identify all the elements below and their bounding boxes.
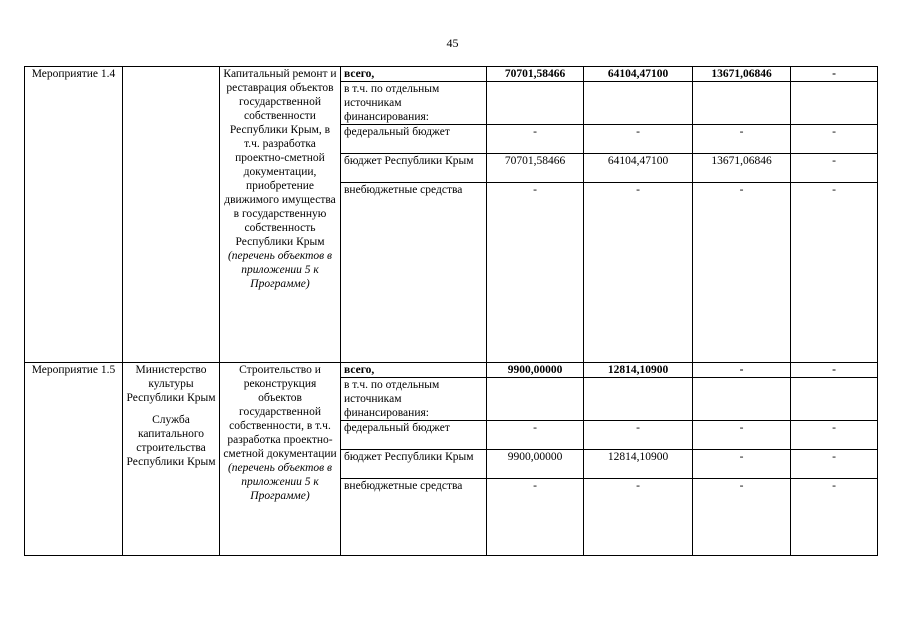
value-cell: -: [584, 479, 693, 556]
description-note: (перечень объектов в приложении 5 к Программе): [227, 462, 333, 502]
page-number: 45: [446, 36, 459, 50]
value-cell: 9900,00000: [487, 363, 584, 378]
source-cell: всего,: [341, 67, 487, 82]
value-cell: -: [791, 125, 878, 154]
value-cell: -: [693, 125, 791, 154]
value-cell: -: [487, 421, 584, 450]
description-cell: [220, 67, 341, 363]
value-cell: [487, 82, 584, 125]
description-text: Строительство и реконструкция объектов государственной собственности, в т.ч. разработка проектно- сметной документации: [223, 364, 337, 460]
value-cell: 13671,06846: [693, 67, 791, 82]
description-text: Капитальный ремонт и реставрация объектов государственной собственности Республики Крым, в т.ч. разработка проектно-сметной документации, приобретение движимого имущества в государственную собственность Республики Крым: [223, 68, 337, 248]
value-cell: [791, 378, 878, 421]
value-cell: 12814,10900: [584, 450, 693, 479]
value-cell: -: [791, 363, 878, 378]
value-cell: -: [487, 125, 584, 154]
value-cell: -: [791, 421, 878, 450]
value-cell: -: [791, 450, 878, 479]
executor-line: Служба капитального строительства Республики Крым: [126, 414, 216, 468]
source-cell: внебюджетные средства: [341, 183, 487, 363]
value-cell: [584, 82, 693, 125]
table-row: [25, 67, 878, 82]
value-cell: -: [791, 154, 878, 183]
source-cell: бюджет Республики Крым: [341, 450, 487, 479]
value-cell: -: [693, 363, 791, 378]
value-cell: 64104,47100: [584, 154, 693, 183]
value-cell: 64104,47100: [584, 67, 693, 82]
value-cell: 13671,06846: [693, 154, 791, 183]
value-cell: [693, 82, 791, 125]
source-cell: в т.ч. по отдельным источникам финансирования:: [341, 378, 487, 421]
value-cell: -: [693, 183, 791, 363]
value-cell: [791, 82, 878, 125]
value-cell: -: [693, 479, 791, 556]
value-cell: -: [791, 67, 878, 82]
executor-cell: [123, 67, 220, 363]
source-cell: бюджет Республики Крым: [341, 154, 487, 183]
value-cell: [487, 378, 584, 421]
value-cell: -: [487, 479, 584, 556]
table-row: [25, 363, 878, 378]
value-cell: -: [791, 183, 878, 363]
source-cell: внебюджетные средства: [341, 479, 487, 556]
value-cell: -: [693, 450, 791, 479]
value-cell: -: [791, 479, 878, 556]
value-cell: -: [584, 183, 693, 363]
value-cell: [693, 378, 791, 421]
value-cell: -: [487, 183, 584, 363]
event-cell: Мероприятие 1.5: [25, 363, 123, 556]
budget-table: [24, 66, 878, 556]
value-cell: [584, 378, 693, 421]
value-cell: 12814,10900: [584, 363, 693, 378]
executor-cell: [123, 363, 220, 556]
executor-line: Министерство культуры Республики Крым: [126, 364, 216, 404]
value-cell: 70701,58466: [487, 67, 584, 82]
source-cell: федеральный бюджет: [341, 125, 487, 154]
value-cell: -: [584, 421, 693, 450]
description-cell: [220, 363, 341, 556]
source-cell: федеральный бюджет: [341, 421, 487, 450]
value-cell: -: [584, 125, 693, 154]
source-cell: в т.ч. по отдельным источникам финансирования:: [341, 82, 487, 125]
value-cell: 9900,00000: [487, 450, 584, 479]
value-cell: -: [693, 421, 791, 450]
source-cell: всего,: [341, 363, 487, 378]
event-cell: Мероприятие 1.4: [25, 67, 123, 363]
description-note: (перечень объектов в приложении 5 к Программе): [227, 250, 333, 290]
value-cell: 70701,58466: [487, 154, 584, 183]
